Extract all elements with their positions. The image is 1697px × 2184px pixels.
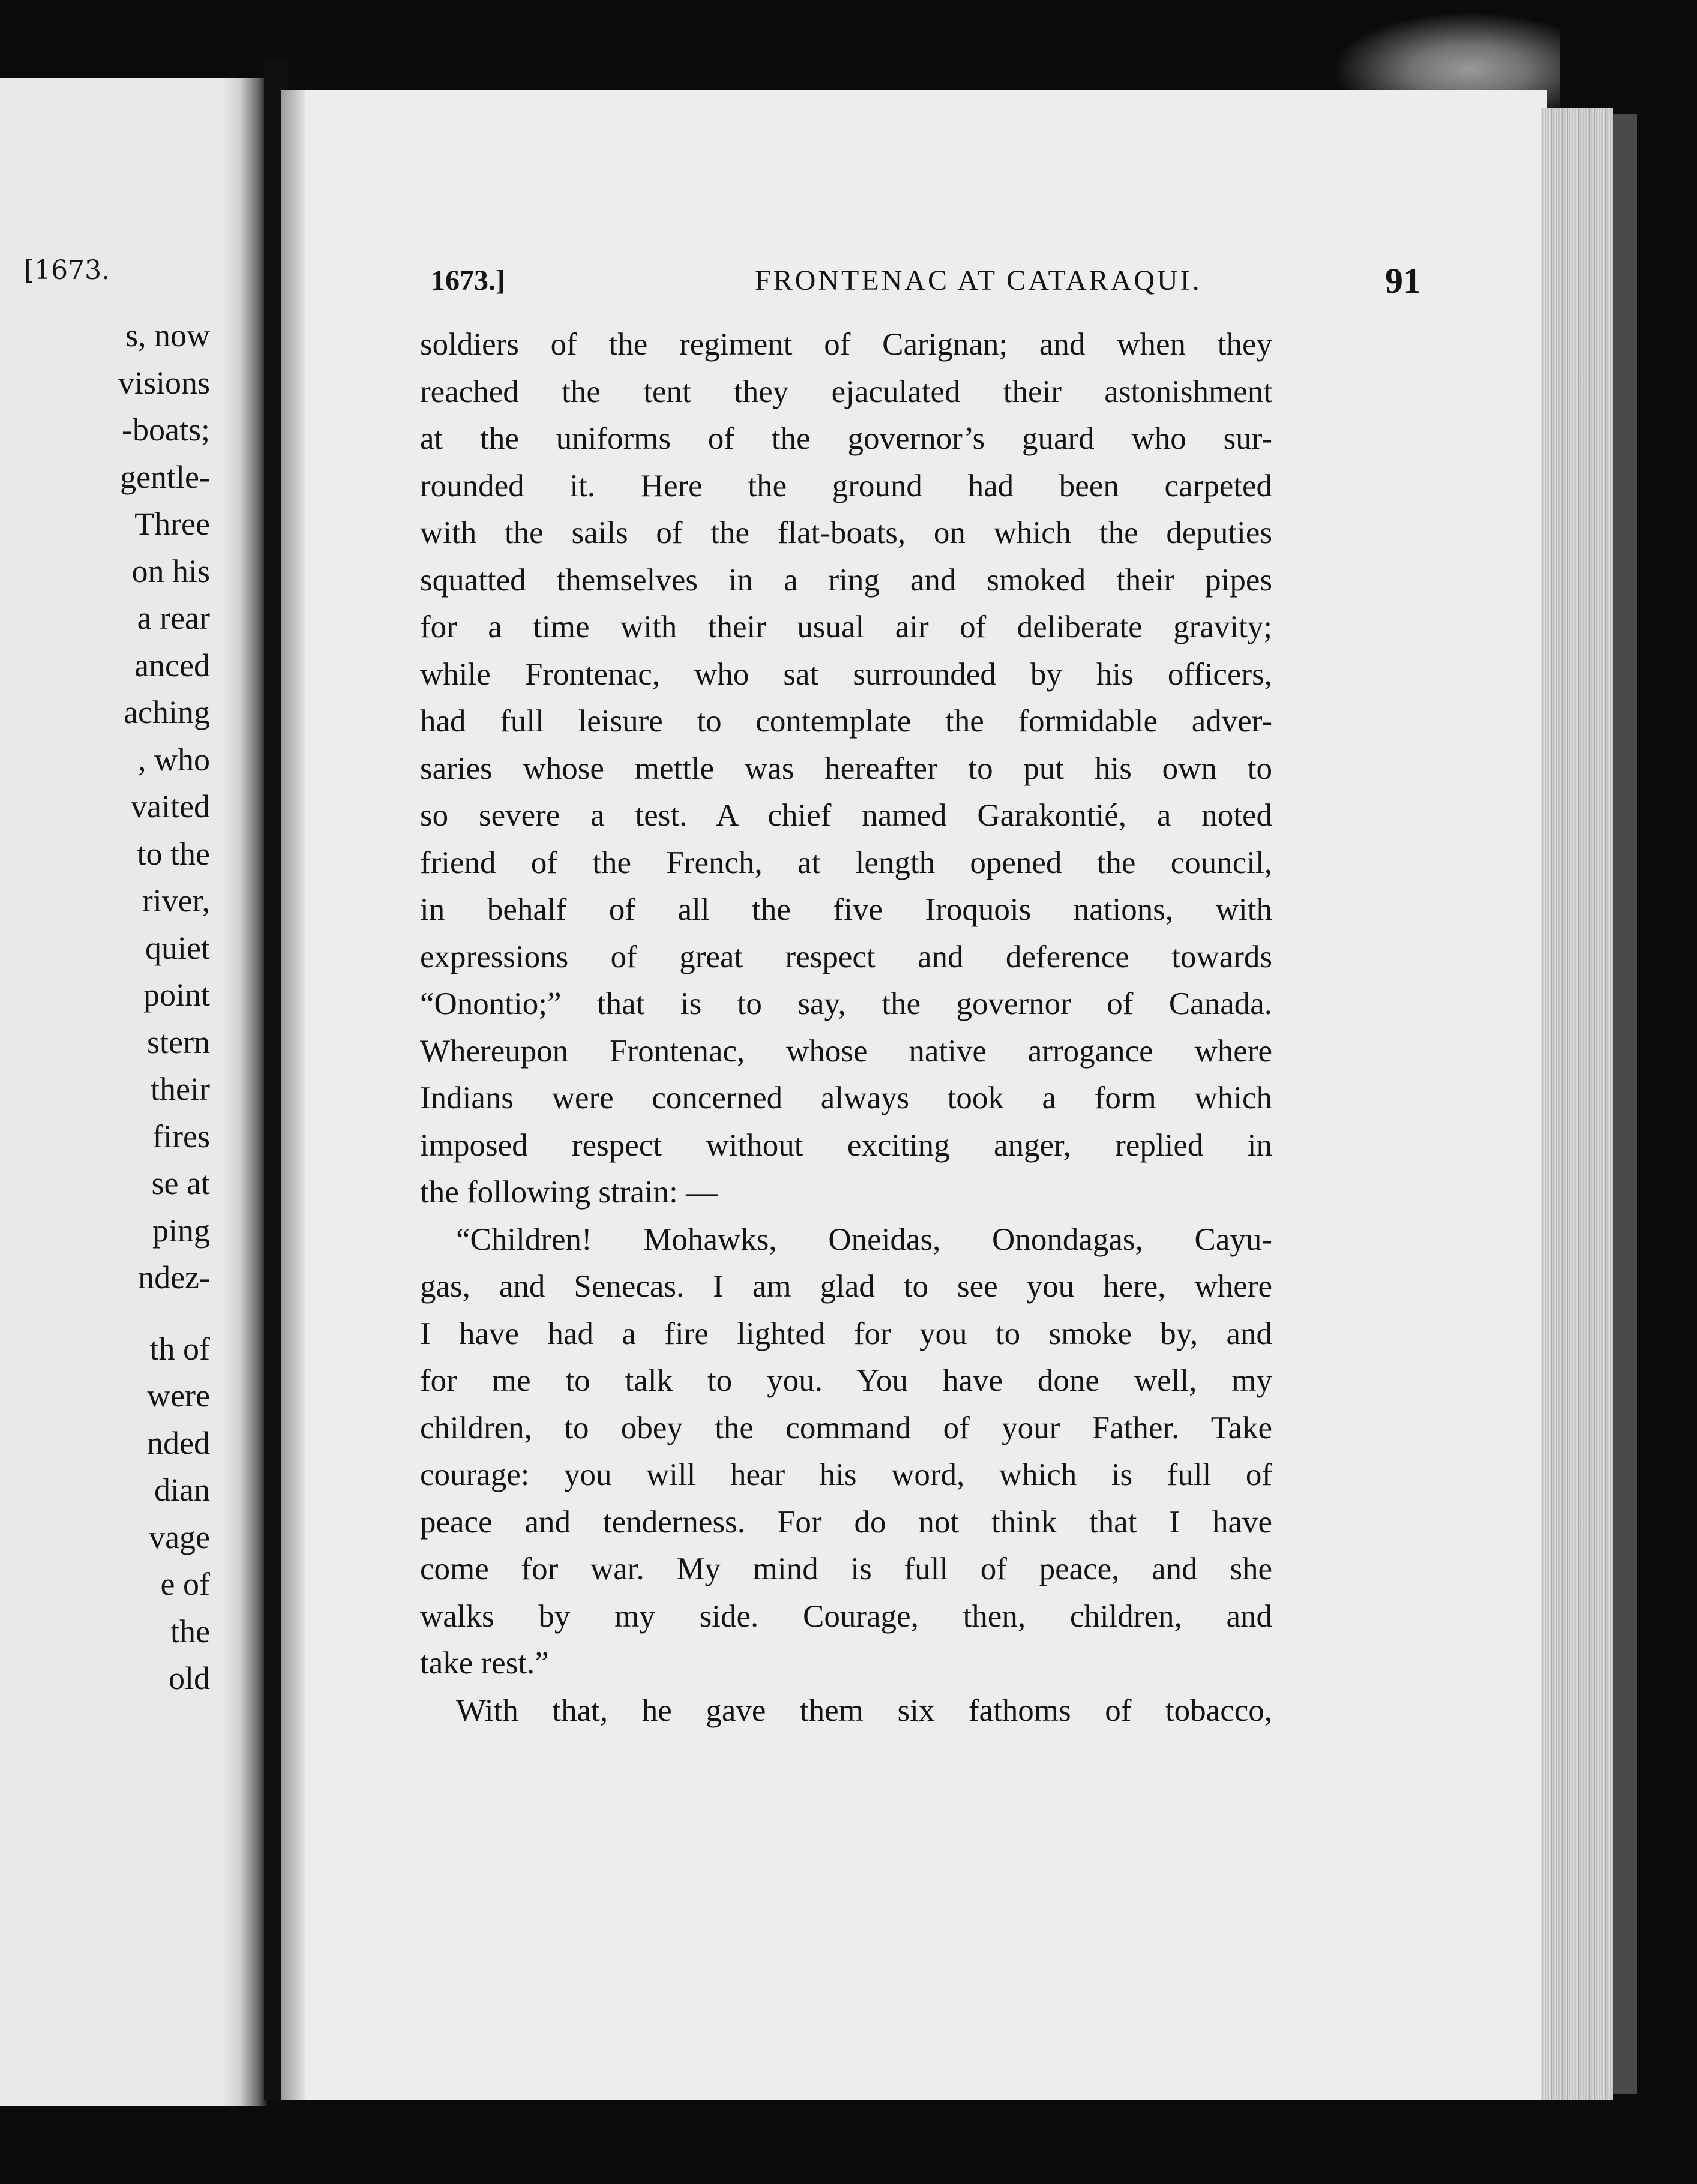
right-page-gutter-shadow [281, 90, 305, 2100]
text-line: expressions of great respect and deference towards [420, 939, 1272, 974]
page-block-edges [1541, 108, 1613, 2100]
left-line: their [151, 1071, 210, 1107]
text-line: peace and tenderness. For do not think that I have [420, 1504, 1272, 1540]
left-line: point [143, 977, 210, 1013]
text-line: Whereupon Frontenac, whose native arrogance where [420, 1033, 1272, 1069]
left-line: -boats; [122, 412, 210, 448]
text-line: for me to talk to you. You have done well, my [420, 1363, 1272, 1398]
left-line: dian [154, 1472, 210, 1508]
left-line: to the [137, 835, 210, 872]
running-head-title: FRONTENAC AT CATARAQUI. [755, 265, 1202, 296]
text-line: at the uniforms of the governor’s guard who sur- [420, 421, 1272, 456]
left-page-gutter-shadow [222, 78, 267, 2106]
text-line: for a time with their usual air of deliberate gravity; [420, 610, 1272, 644]
left-line: se at [151, 1165, 210, 1201]
text-line: come for war. My mind is full of peace, and she [420, 1552, 1272, 1586]
left-page-running-head: [1673. [24, 255, 110, 286]
text-line: “Onontio;” that is to say, the governor of Canada. [420, 986, 1272, 1021]
text-line: so severe a test. A chief named Garakontié, a noted [420, 798, 1272, 833]
left-line: Three [134, 506, 210, 542]
left-line: nded [147, 1424, 210, 1461]
left-line: s, now [125, 317, 210, 353]
left-line: were [147, 1378, 210, 1414]
text-line: squatted themselves in a ring and smoked their pipes [420, 562, 1272, 598]
left-line: vaited [131, 788, 210, 824]
running-head [431, 261, 1547, 306]
text-line: saries whose mettle was hereafter to put his own to [420, 751, 1272, 786]
text-line: “Children! Mohawks, Oneidas, Onondagas, Cayu- [456, 1222, 1272, 1257]
text-line: soldiers of the regiment of Carignan; and when they [420, 327, 1272, 362]
left-line: a rear [137, 600, 210, 636]
text-line: the following strain: — [420, 1175, 718, 1210]
left-line: aching [124, 694, 210, 730]
left-page-text-fragments [118, 312, 210, 1702]
text-line: friend of the French, at length opened the council, [420, 845, 1272, 880]
text-line: reached the tent they ejaculated their astonishment [420, 374, 1272, 409]
text-line: Indians were concerned always took a form which [420, 1081, 1272, 1115]
left-line: anced [134, 647, 210, 683]
text-line: I have had a fire lighted for you to smoke by, and [420, 1316, 1272, 1351]
text-line: gas, and Senecas. I am glad to see you here, where [420, 1269, 1272, 1304]
text-line: children, to obey the command of your Father. Take [420, 1410, 1272, 1445]
text-line: take rest.” [420, 1646, 549, 1681]
book-cover-edge [1613, 114, 1637, 2094]
body-text [420, 321, 1272, 1734]
left-line: ping [152, 1212, 210, 1249]
left-line: , who [138, 741, 210, 778]
text-line: courage: you will hear his word, which is full of [420, 1457, 1272, 1492]
left-line: fires [152, 1118, 210, 1154]
left-line: th of [149, 1330, 210, 1367]
text-line: rounded it. Here the ground had been carpeted [420, 468, 1272, 503]
left-line: quiet [145, 929, 210, 966]
left-page [0, 78, 267, 2106]
text-line: in behalf of all the five Iroquois nations, with [420, 892, 1272, 927]
text-line: With that, he gave them six fathoms of tobacco, [456, 1693, 1272, 1728]
text-line: while Frontenac, who sat surrounded by his officers, [420, 656, 1272, 692]
left-line: visions [118, 364, 210, 401]
text-line: had full leisure to contemplate the formidable adver- [420, 704, 1272, 739]
left-line: the [170, 1613, 210, 1649]
left-line: stern [147, 1024, 210, 1060]
left-line: old [168, 1660, 210, 1696]
text-line: with the sails of the flat-boats, on which the deputies [420, 515, 1272, 550]
left-line: on his [131, 553, 210, 589]
running-head-year: 1673.] [431, 265, 505, 296]
text-line: walks by my side. Courage, then, children, and [420, 1598, 1272, 1634]
left-line: vage [149, 1519, 210, 1555]
right-page [281, 90, 1547, 2100]
page-number: 91 [1385, 261, 1421, 301]
left-line: river, [142, 883, 210, 919]
text-line: imposed respect without exciting anger, replied in [420, 1127, 1272, 1163]
left-line: gentle- [120, 458, 210, 495]
left-line: ndez- [138, 1259, 210, 1295]
left-line: e of [160, 1566, 210, 1602]
